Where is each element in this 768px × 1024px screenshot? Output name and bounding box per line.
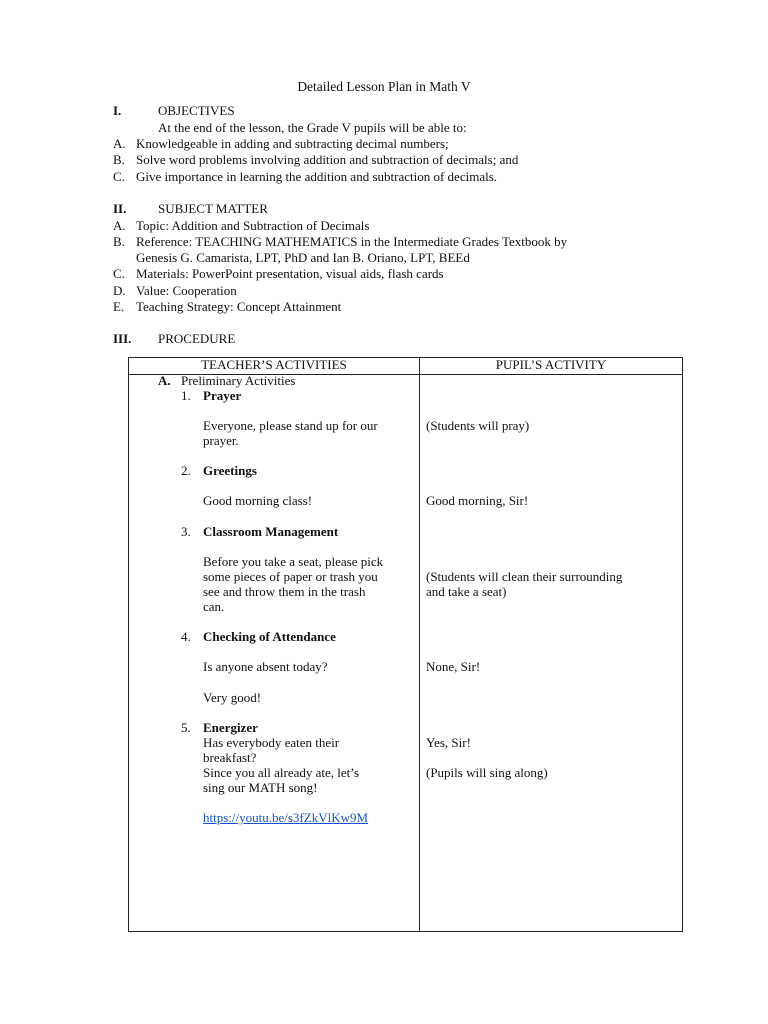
subject-letter: E.: [113, 299, 125, 314]
teacher-line: prayer.: [203, 433, 239, 448]
pupil-line: (Students will clean their surrounding: [426, 569, 623, 584]
subject-text: Teaching Strategy: Concept Attainment: [136, 299, 342, 314]
pupil-line: None, Sir!: [426, 659, 481, 674]
pupil-line: (Pupils will sing along): [426, 765, 548, 780]
teacher-line: some pieces of paper or trash you: [203, 569, 378, 584]
step-title: Energizer: [203, 720, 258, 735]
objective-text: Knowledgeable in adding and subtracting decimal numbers;: [136, 136, 449, 151]
step-title: Classroom Management: [203, 524, 339, 539]
objectives-intro: At the end of the lesson, the Grade V pupils will be able to:: [158, 120, 467, 135]
teacher-line: breakfast?: [203, 750, 257, 765]
subject-text: Topic: Addition and Subtraction of Decimals: [136, 218, 370, 233]
teacher-line: Very good!: [203, 690, 262, 705]
section-letter: A.: [158, 373, 171, 388]
teacher-line: Has everybody eaten their: [203, 735, 340, 750]
objective-letter: A.: [113, 136, 126, 151]
pupil-line: Yes, Sir!: [426, 735, 471, 750]
objectives-heading: OBJECTIVES: [158, 103, 235, 118]
step-title: Prayer: [203, 388, 242, 403]
objective-text: Give importance in learning the addition and subtraction of decimals.: [136, 169, 498, 184]
teacher-activities-header: TEACHER’S ACTIVITIES: [201, 357, 347, 372]
teacher-line: Is anyone absent today?: [203, 659, 328, 674]
subject-letter: A.: [113, 218, 126, 233]
step-title: Greetings: [203, 463, 257, 478]
subject-text: Reference: TEACHING MATHEMATICS in the Intermediate Grades Textbook by: [136, 234, 568, 249]
teacher-line: Before you take a seat, please pick: [203, 554, 384, 569]
step-number: 4.: [181, 629, 191, 644]
step-number: 3.: [181, 524, 191, 539]
pupil-line: and take a seat): [426, 584, 507, 599]
teacher-line: sing our MATH song!: [203, 780, 318, 795]
procedure-number: III.: [113, 331, 132, 346]
table-column-divider: [419, 358, 420, 931]
pupil-line: Good morning, Sir!: [426, 493, 529, 508]
teacher-line: Since you all already ate, let’s: [203, 765, 359, 780]
teacher-line: Good morning class!: [203, 493, 313, 508]
math-song-link[interactable]: https://youtu.be/s3fZkVlKw9M: [203, 810, 369, 825]
subject-text: Materials: PowerPoint presentation, visual aids, flash cards: [136, 266, 444, 281]
objective-letter: B.: [113, 152, 125, 167]
teacher-line: Everyone, please stand up for our: [203, 418, 378, 433]
section-title: Preliminary Activities: [181, 373, 296, 388]
subject-matter-heading: SUBJECT MATTER: [158, 201, 268, 216]
subject-text-continued: Genesis G. Camarista, LPT, PhD and Ian B. Oriano, LPT, BEEd: [136, 250, 470, 265]
objective-text: Solve word problems involving addition and subtraction of decimals; and: [136, 152, 519, 167]
teacher-line: see and throw them in the trash: [203, 584, 366, 599]
step-title: Checking of Attendance: [203, 629, 336, 644]
subject-letter: C.: [113, 266, 125, 281]
subject-letter: D.: [113, 283, 126, 298]
subject-text: Value: Cooperation: [136, 283, 237, 298]
pupil-line: (Students will pray): [426, 418, 530, 433]
pupil-activity-header: PUPIL’S ACTIVITY: [495, 357, 607, 372]
teacher-line: can.: [203, 599, 225, 614]
subject-matter-number: II.: [113, 201, 127, 216]
step-number: 5.: [181, 720, 191, 735]
objective-letter: C.: [113, 169, 125, 184]
procedure-heading: PROCEDURE: [158, 331, 236, 346]
step-number: 1.: [181, 388, 191, 403]
subject-letter: B.: [113, 234, 125, 249]
objectives-number: I.: [113, 103, 122, 118]
step-number: 2.: [181, 463, 191, 478]
page-title: Detailed Lesson Plan in Math V: [297, 79, 471, 94]
